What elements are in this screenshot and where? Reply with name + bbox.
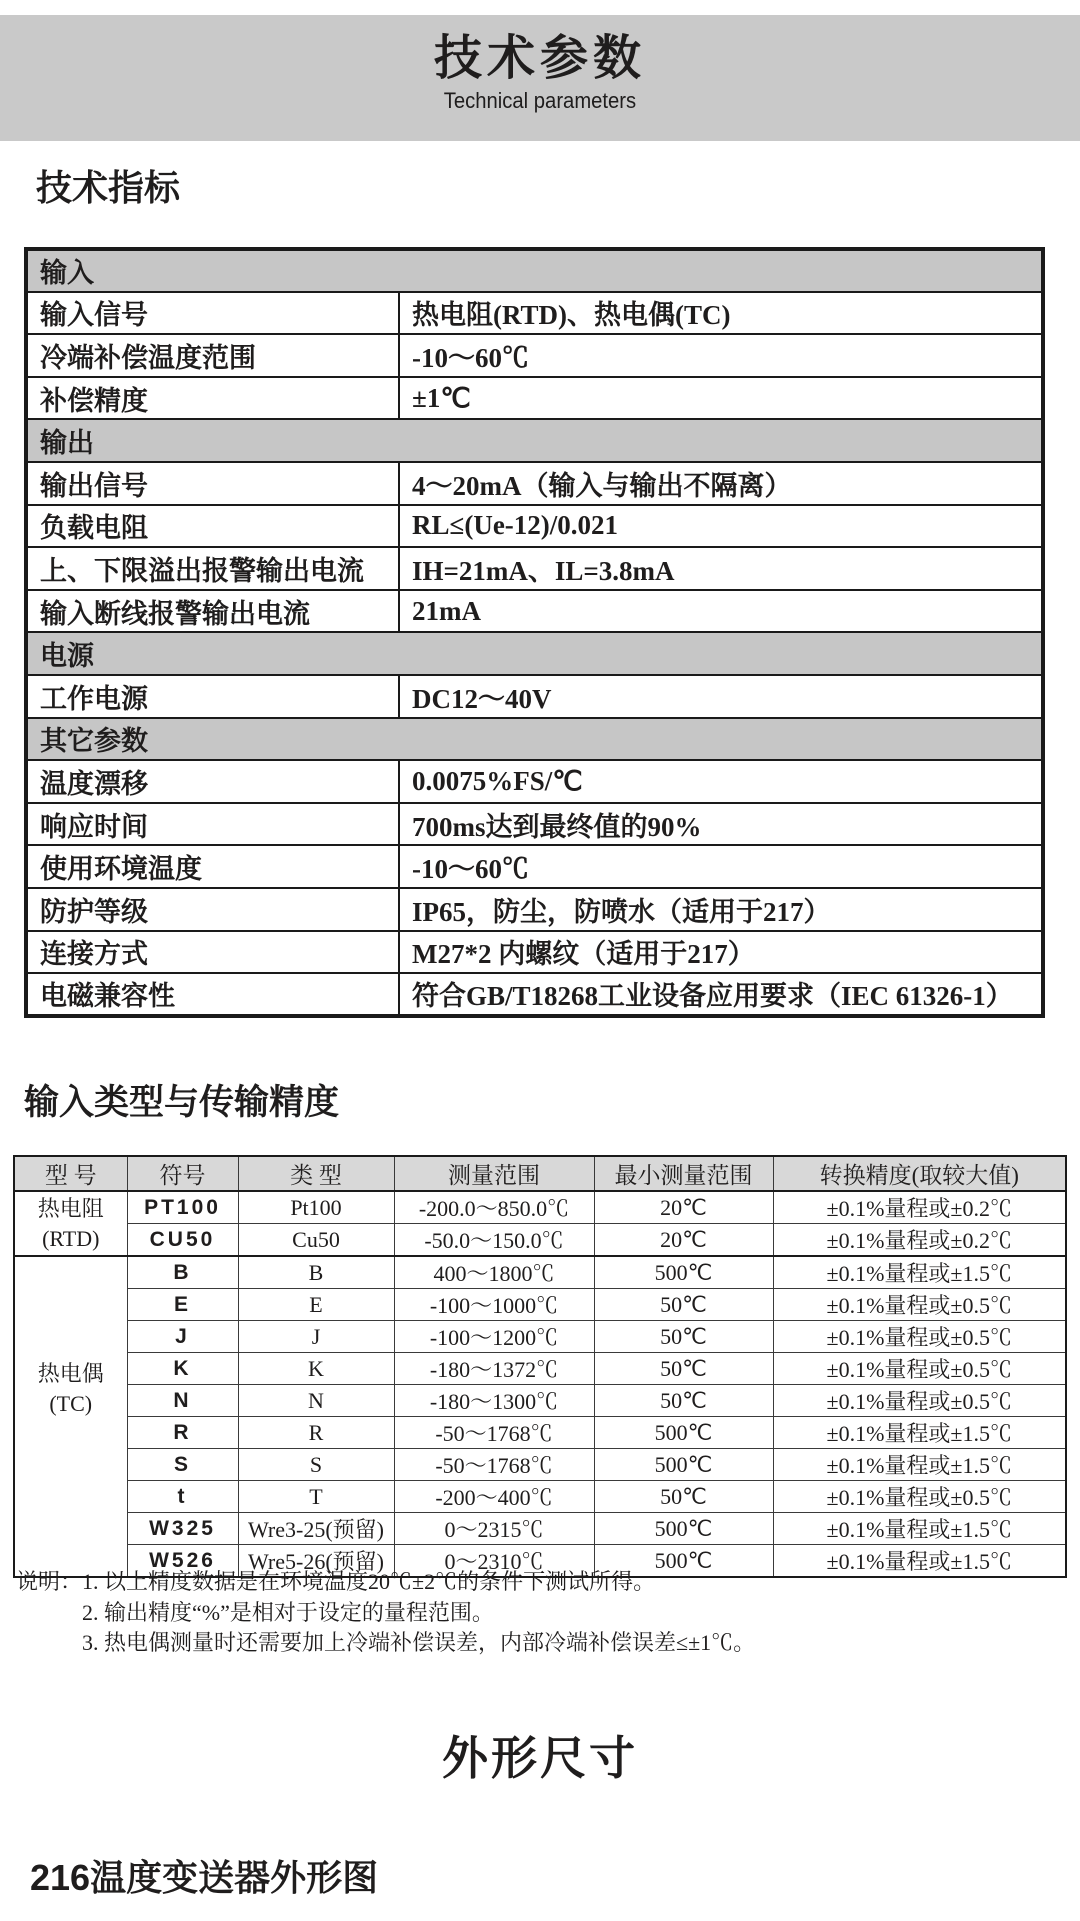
col-header-model: 型 号 (14, 1156, 127, 1191)
spec-param-label: 上、下限溢出报警输出电流 (26, 547, 399, 590)
spec-section-row (26, 249, 1043, 292)
min-range-cell: 50℃ (594, 1289, 773, 1321)
spec-param-value: IP65，防尘，防喷水（适用于217） (399, 888, 1043, 931)
spec-param-value: 热电阻(RTD)、热电偶(TC) (399, 292, 1043, 335)
page-title: 技术参数 (433, 32, 646, 85)
range-cell: -100～1000℃ (394, 1289, 594, 1321)
min-range-cell: 500℃ (594, 1545, 773, 1578)
accuracy-row (14, 1353, 1066, 1385)
range-cell: 400～1800℃ (394, 1256, 594, 1289)
spec-row (26, 292, 1043, 335)
spec-param-label: 输入断线报警输出电流 (26, 590, 399, 633)
type-cell: K (238, 1353, 394, 1385)
note-item: 1. 以上精度数据是在环境温度20℃±2℃的条件下测试所得。 (82, 1569, 656, 1594)
symbol-cell: J (127, 1321, 238, 1353)
spec-param-label: 连接方式 (26, 931, 399, 974)
range-cell: -50～1768℃ (394, 1417, 594, 1449)
min-range-cell: 50℃ (594, 1353, 773, 1385)
spec-param-label: 响应时间 (26, 803, 399, 846)
symbol-cell: W526 (127, 1545, 238, 1578)
type-cell: E (238, 1289, 394, 1321)
symbol-cell: PT100 (127, 1191, 238, 1224)
type-cell: Wre5-26(预留) (238, 1545, 394, 1578)
range-cell: -200.0～850.0℃ (394, 1191, 594, 1224)
accuracy-cell: ±0.1%量程或±0.5℃ (773, 1353, 1066, 1385)
col-header-type: 类 型 (238, 1156, 394, 1191)
accuracy-row (14, 1385, 1066, 1417)
spec-param-value: M27*2 内螺纹（适用于217） (399, 931, 1043, 974)
notes-block (16, 1567, 755, 1659)
input-types-heading: 输入类型与传输精度 (24, 1083, 340, 1122)
spec-param-label: 工作电源 (26, 675, 399, 718)
range-cell: 0～2310℃ (394, 1545, 594, 1578)
type-cell: R (238, 1417, 394, 1449)
min-range-cell: 500℃ (594, 1449, 773, 1481)
spec-param-label: 补偿精度 (26, 377, 399, 420)
model-group-cell (14, 1191, 127, 1256)
accuracy-cell: ±0.1%量程或±1.5℃ (773, 1513, 1066, 1545)
spec-param-label: 冷端补偿温度范围 (26, 334, 399, 377)
symbol-cell: K (127, 1353, 238, 1385)
spec-row (26, 973, 1043, 1016)
type-cell: T (238, 1481, 394, 1513)
min-range-cell: 500℃ (594, 1513, 773, 1545)
spec-param-value: ±1℃ (399, 377, 1043, 420)
min-range-cell: 500℃ (594, 1417, 773, 1449)
spec-param-label: 负载电阻 (26, 505, 399, 548)
symbol-cell: t (127, 1481, 238, 1513)
spec-param-value: IH=21mA、IL=3.8mA (399, 547, 1043, 590)
accuracy-row (14, 1256, 1066, 1289)
accuracy-cell: ±0.1%量程或±0.5℃ (773, 1321, 1066, 1353)
range-cell: -100～1200℃ (394, 1321, 594, 1353)
model-group-label: (RTD) (42, 1225, 100, 1251)
spec-row (26, 547, 1043, 590)
range-cell: -50～1768℃ (394, 1449, 594, 1481)
range-cell: -180～1300℃ (394, 1385, 594, 1417)
type-cell: J (238, 1321, 394, 1353)
model-group-label: (TC) (49, 1391, 93, 1416)
spec-param-label: 电磁兼容性 (26, 973, 399, 1016)
min-range-cell: 50℃ (594, 1481, 773, 1513)
model-group-cell (14, 1256, 127, 1577)
spec-row (26, 675, 1043, 718)
range-cell: -200～400℃ (394, 1481, 594, 1513)
spec-row (26, 377, 1043, 420)
spec-row (26, 462, 1043, 505)
spec-section-label: 输出 (26, 419, 1043, 462)
symbol-cell: CU50 (127, 1224, 238, 1257)
type-cell: B (238, 1256, 394, 1289)
range-cell: 0～2315℃ (394, 1513, 594, 1545)
spec-section-row (26, 632, 1043, 675)
type-cell: Pt100 (238, 1191, 394, 1224)
symbol-cell: E (127, 1289, 238, 1321)
spec-param-value: RL≤(Ue-12)/0.021 (399, 505, 1043, 548)
accuracy-header-row (14, 1156, 1066, 1191)
spec-section-row (26, 419, 1043, 462)
spec-param-value: DC12～40V (399, 675, 1043, 718)
accuracy-row (14, 1191, 1066, 1224)
spec-row (26, 888, 1043, 931)
spec-row (26, 334, 1043, 377)
accuracy-row (14, 1481, 1066, 1513)
col-header-symbol: 符号 (127, 1156, 238, 1191)
accuracy-cell: ±0.1%量程或±0.5℃ (773, 1481, 1066, 1513)
header-banner (0, 15, 1080, 141)
accuracy-row (14, 1224, 1066, 1257)
accuracy-cell: ±0.1%量程或±0.5℃ (773, 1385, 1066, 1417)
accuracy-table (13, 1155, 1067, 1578)
note-line: 2. 输出精度“%”是相对于设定的量程范围。 (82, 1599, 494, 1625)
spec-param-label: 温度漂移 (26, 760, 399, 803)
spec-param-value: 符合GB/T18268工业设备应用要求（IEC 61326-1） (399, 973, 1043, 1016)
accuracy-cell: ±0.1%量程或±1.5℃ (773, 1417, 1066, 1449)
accuracy-cell: ±0.1%量程或±1.5℃ (773, 1545, 1066, 1578)
spec-table (24, 247, 1045, 1018)
spec-section-label: 输入 (26, 249, 1043, 292)
spec-section-label: 电源 (26, 632, 1043, 675)
min-range-cell: 50℃ (594, 1385, 773, 1417)
accuracy-row (14, 1321, 1066, 1353)
spec-row (26, 590, 1043, 633)
range-cell: -180～1372℃ (394, 1353, 594, 1385)
spec-param-label: 输入信号 (26, 292, 399, 335)
min-range-cell: 20℃ (594, 1224, 773, 1257)
note-line: 3. 热电偶测量时还需要加上冷端补偿误差，内部冷端补偿误差≤±1℃。 (82, 1630, 756, 1655)
accuracy-row (14, 1289, 1066, 1321)
range-cell: -50.0～150.0℃ (394, 1224, 594, 1257)
spec-row (26, 845, 1043, 888)
spec-param-value: 0.0075%FS/℃ (399, 760, 1043, 803)
col-header-accuracy: 转换精度(取较大值) (773, 1156, 1066, 1191)
type-cell: Wre3-25(预留) (238, 1513, 394, 1545)
spec-section-row (26, 718, 1043, 761)
spec-param-label: 输出信号 (26, 462, 399, 505)
symbol-cell: R (127, 1417, 238, 1449)
spec-param-label: 使用环境温度 (26, 845, 399, 888)
spec-row (26, 505, 1043, 548)
accuracy-cell: ±0.1%量程或±1.5℃ (773, 1256, 1066, 1289)
spec-param-value: 21mA (399, 590, 1043, 633)
dimensions-title: 外形尺寸 (442, 1732, 638, 1784)
model-group-label: 热电偶 (37, 1361, 104, 1386)
spec-row (26, 803, 1043, 846)
spec-param-value: -10～60℃ (399, 334, 1043, 377)
accuracy-cell: ±0.1%量程或±0.2℃ (773, 1224, 1066, 1257)
col-header-min-range: 最小测量范围 (594, 1156, 773, 1191)
spec-param-value: -10～60℃ (399, 845, 1043, 888)
accuracy-row (14, 1417, 1066, 1449)
page-subtitle: Technical parameters (443, 87, 637, 113)
col-header-range: 测量范围 (394, 1156, 594, 1191)
spec-section-label: 其它参数 (26, 718, 1043, 761)
type-cell: N (238, 1385, 394, 1417)
spec-section-heading: 技术指标 (36, 167, 181, 208)
min-range-cell: 50℃ (594, 1321, 773, 1353)
note-line (16, 1567, 755, 1598)
symbol-cell: W325 (127, 1513, 238, 1545)
accuracy-cell: ±0.1%量程或±0.5℃ (773, 1289, 1066, 1321)
min-range-cell: 20℃ (594, 1191, 773, 1224)
spec-row (26, 931, 1043, 974)
model-group-label: 热电阻 (37, 1195, 104, 1221)
accuracy-cell: ±0.1%量程或±0.2℃ (773, 1191, 1066, 1224)
type-cell: Cu50 (238, 1224, 394, 1257)
accuracy-cell: ±0.1%量程或±1.5℃ (773, 1449, 1066, 1481)
spec-param-value: 700ms达到最终值的90% (399, 803, 1043, 846)
symbol-cell: B (127, 1256, 238, 1289)
symbol-cell: N (127, 1385, 238, 1417)
spec-row (26, 760, 1043, 803)
type-cell: S (238, 1449, 394, 1481)
accuracy-row (14, 1513, 1066, 1545)
spec-param-value: 4～20mA（输入与输出不隔离） (399, 462, 1043, 505)
symbol-cell: S (127, 1449, 238, 1481)
notes-prefix: 说明： (16, 1569, 83, 1594)
accuracy-row (14, 1449, 1066, 1481)
min-range-cell: 500℃ (594, 1256, 773, 1289)
outline-drawing-heading: 216温度变送器外形图 (30, 1857, 379, 1898)
spec-param-label: 防护等级 (26, 888, 399, 931)
